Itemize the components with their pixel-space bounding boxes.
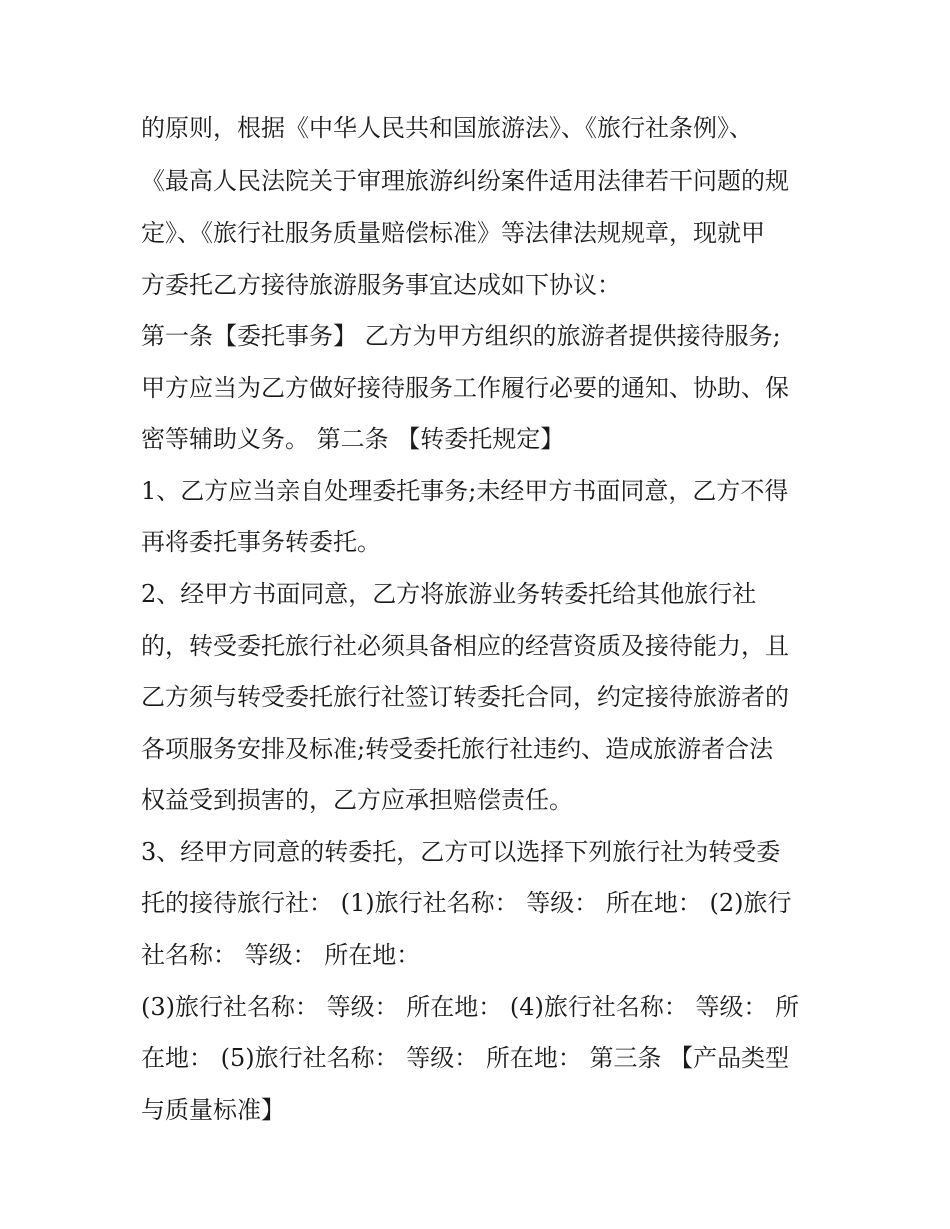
text-line-10: 2、经甲方书面同意，乙方将旅游业务转委托给其他旅行社 [141,580,757,608]
text-line-3: 定》、《旅行社服务质量赔偿标准》等法律法规规章，现就甲 [141,219,765,247]
text-line-7: 密等辅助义务。 第二条 【转委托规定】 [141,425,565,453]
text-line-19: 在地： (5)旅行社名称： 等级： 所在地： 第三条 【产品类型 [141,1044,790,1072]
text-line-15: 3、经甲方同意的转委托，乙方可以选择下列旅行社为转受委 [141,838,781,866]
text-line-14: 权益受到损害的，乙方应承担赔偿责任。 [141,786,573,814]
text-line-12: 乙方须与转受委托旅行社签订转委托合同，约定接待旅游者的 [141,683,789,711]
text-line-6: 甲方应当为乙方做好接待服务工作履行必要的通知、协助、保 [141,374,789,402]
text-line-4: 方委托乙方接待旅游服务事宜达成如下协议： [141,271,621,299]
text-line-13: 各项服务安排及标准;转受委托旅行社违约、造成旅游者合法 [141,735,774,763]
text-line-1: 的原则，根据《中华人民共和国旅游法》、《旅行社条例》、 [141,114,753,142]
text-line-11: 的，转受委托旅行社必须具备相应的经营资质及接待能力，且 [141,632,789,660]
text-line-20: 与质量标准】 [141,1096,285,1124]
text-line-16: 托的接待旅行社： (1)旅行社名称： 等级： 所在地： (2)旅行 [141,889,792,917]
text-line-17: 社名称： 等级： 所在地： [141,941,421,969]
text-line-18: (3)旅行社名称： 等级： 所在地： (4)旅行社名称： 等级： 所 [141,993,800,1021]
text-line-5: 第一条【委托事务】 乙方为甲方组织的旅游者提供接待服务; [141,322,781,350]
text-line-8: 1、乙方应当亲自处理委托事务;未经甲方书面同意，乙方不得 [141,477,789,505]
text-line-9: 再将委托事务转委托。 [141,528,381,556]
text-line-2: 《最高人民法院关于审理旅游纠纷案件适用法律若干问题的规 [141,167,789,195]
